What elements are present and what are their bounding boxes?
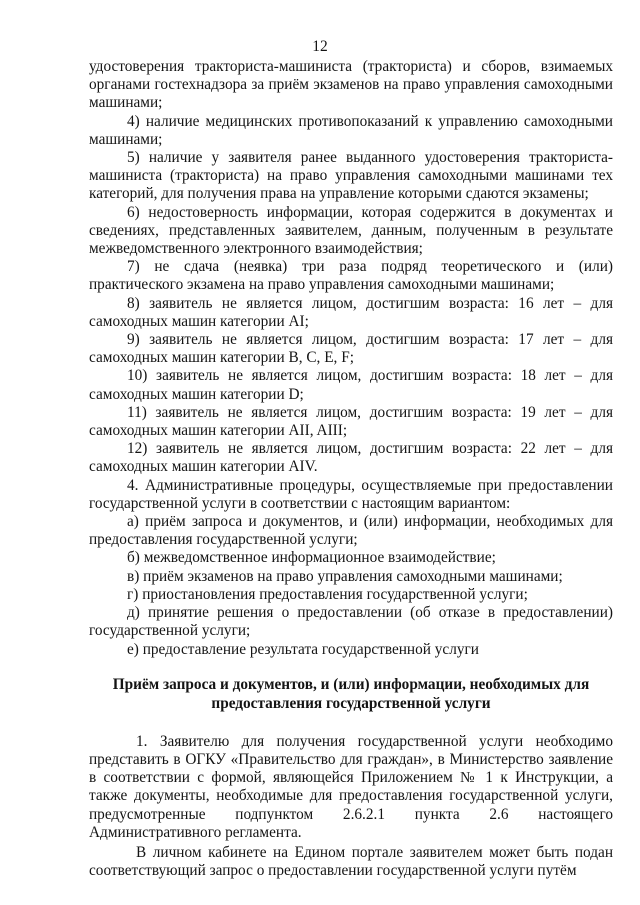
point-1: 1. Заявителю для получения государственной услуги необходимо представить в ОГКУ «Правительство для граждан», в Министерство заявление в соответствии с формой, являющейся Приложением № 1 к Инструкции, а также документы, необходимые для предоставления государственной услуги, предусмотренные подпунктом 2.6.2.1 пункта 2.6 настоящего Административного регламента.	[89, 732, 613, 841]
paragraph-intro: удостоверения тракториста-машиниста (тракториста) и сборов, взимаемых органами гостехнадзора за приём экзаменов на право управления самоходными машинами;	[89, 58, 613, 112]
procedure-d: д) принятие решения о предоставлении (об отказе в предоставлении) государственной услуги;	[89, 604, 613, 640]
section-4-intro: 4. Административные процедуры, осуществляемые при предоставлении государственной услуги в соответствии с настоящим вариантом:	[89, 476, 613, 512]
list-item-5: 5) наличие у заявителя ранее выданного удостоверения тракториста-машиниста (тракториста) на право управления самоходными машинами тех категорий, для получения права на управление которыми сдаются экзамены;	[89, 149, 613, 203]
list-item-9: 9) заявитель не является лицом, достигшим возраста: 17 лет – для самоходных машин категории B, C, E, F;	[89, 331, 613, 367]
section-heading: Приём запроса и документов, и (или) информации, необходимых для предоставления государственной услуги	[112, 675, 590, 712]
procedure-g: г) приостановления предоставления государственной услуги;	[127, 585, 528, 603]
procedure-a: а) приём запроса и документов, и (или) информации, необходимых для предоставления государственной услуги;	[89, 513, 613, 549]
procedure-b: б) межведомственное информационное взаимодействие;	[127, 549, 496, 567]
list-item-8: 8) заявитель не является лицом, достигшим возраста: 16 лет – для самоходных машин категории AI;	[89, 294, 613, 330]
list-item-10: 10) заявитель не является лицом, достигшим возраста: 18 лет – для самоходных машин категории D;	[89, 367, 613, 403]
list-item-7: 7) не сдача (неявка) три раза подряд теоретического и (или) практического экзамена на право управления самоходными машинами;	[89, 258, 613, 294]
point-portal: В личном кабинете на Едином портале заявителем может быть подан соответствующий запрос о предоставлении государственной услуги путём	[89, 843, 613, 880]
document-body	[89, 58, 613, 880]
procedure-e: е) предоставление результата государственной услуги	[127, 640, 479, 658]
list-item-6: 6) недостоверность информации, которая содержится в документах и сведениях, представленных заявителем, данным, полученным в результате межведомственного электронного взаимодействия;	[89, 203, 613, 258]
list-item-11: 11) заявитель не является лицом, достигшим возраста: 19 лет – для самоходных машин категории AII, AIII;	[89, 403, 613, 440]
list-item-12: 12) заявитель не является лицом, достигшим возраста: 22 лет – для самоходных машин категории AIV.	[89, 440, 613, 476]
procedure-v: в) приём экзаменов на право управления самоходными машинами;	[127, 567, 563, 585]
list-item-4: 4) наличие медицинских противопоказаний к управлению самоходными машинами;	[89, 112, 613, 148]
page-number: 12	[312, 38, 328, 55]
